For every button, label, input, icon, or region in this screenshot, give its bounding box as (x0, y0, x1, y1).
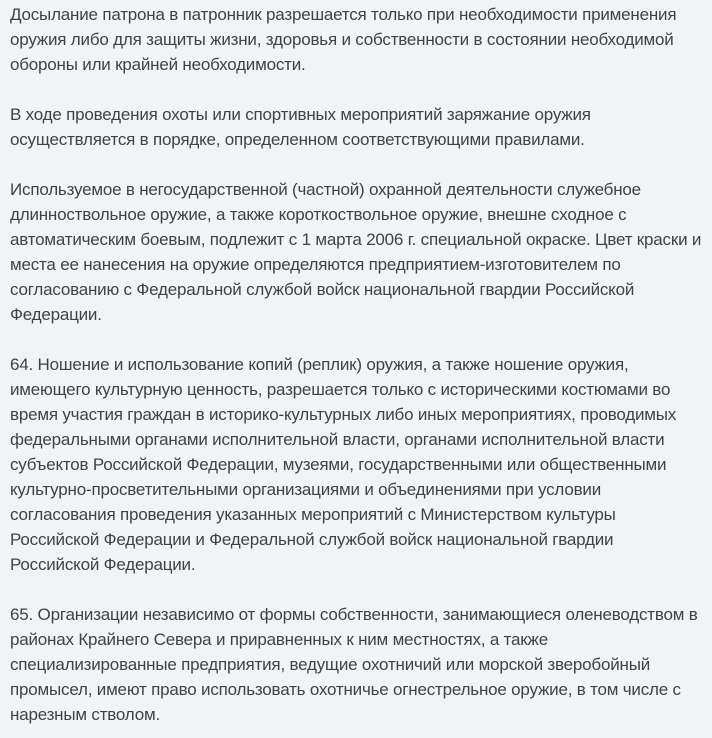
paragraph-item-65: 65. Организации независимо от формы собственности, занимающиеся оленеводством в районах Крайнего Севера и приравненных к ним местностях, а также специализированные предприятия, ведущие охотничий или морской зверобойный промысел, имеют право использовать охотничье огнестрельное оружие, в том числе с нарезным стволом. (10, 605, 698, 724)
paragraph-loading-rule: Досылание патрона в патронник разрешается только при необходимости применения оружия либо для защиты жизни, здоровья и собственности в состоянии необходимой обороны или крайней необходимости. (10, 5, 677, 74)
paragraph-item-64: 64. Ношение и использование копий (реплик) оружия, а также ношение оружия, имеющего культурную ценность, разрешается только с историческими костюмами во время участия граждан в историко-культурных либо иных мероприятиях, проводимых федеральными органами исполнительной власти, органами исполнительной власти субъектов Российской Федерации, музеями, государственными или общественными культурно-просветительными организациями и объединениями при условии согласования проведения указанных мероприятий с Министерством культуры Российской Федерации и Федеральной службой войск национальной гвардии Российской Федерации. (10, 355, 677, 574)
paragraph-hunting-rule: В ходе проведения охоты или спортивных мероприятий заряжание оружия осуществляется в порядке, определенном соответствующими правилами. (10, 105, 591, 149)
paragraph-private-security-weapons: Используемое в негосударственной (частной) охранной деятельности служебное длинноствольное оружие, а также короткоствольное оружие, внешне сходное с автоматическим боевым, подлежит с 1 марта 2006 г. специальной окраске. Цвет краски и места ее нанесения на оружие определяются предприятием-изготовителем по согласованию с Федеральной службой войск национальной гвардии Российской Федерации. (10, 180, 702, 324)
